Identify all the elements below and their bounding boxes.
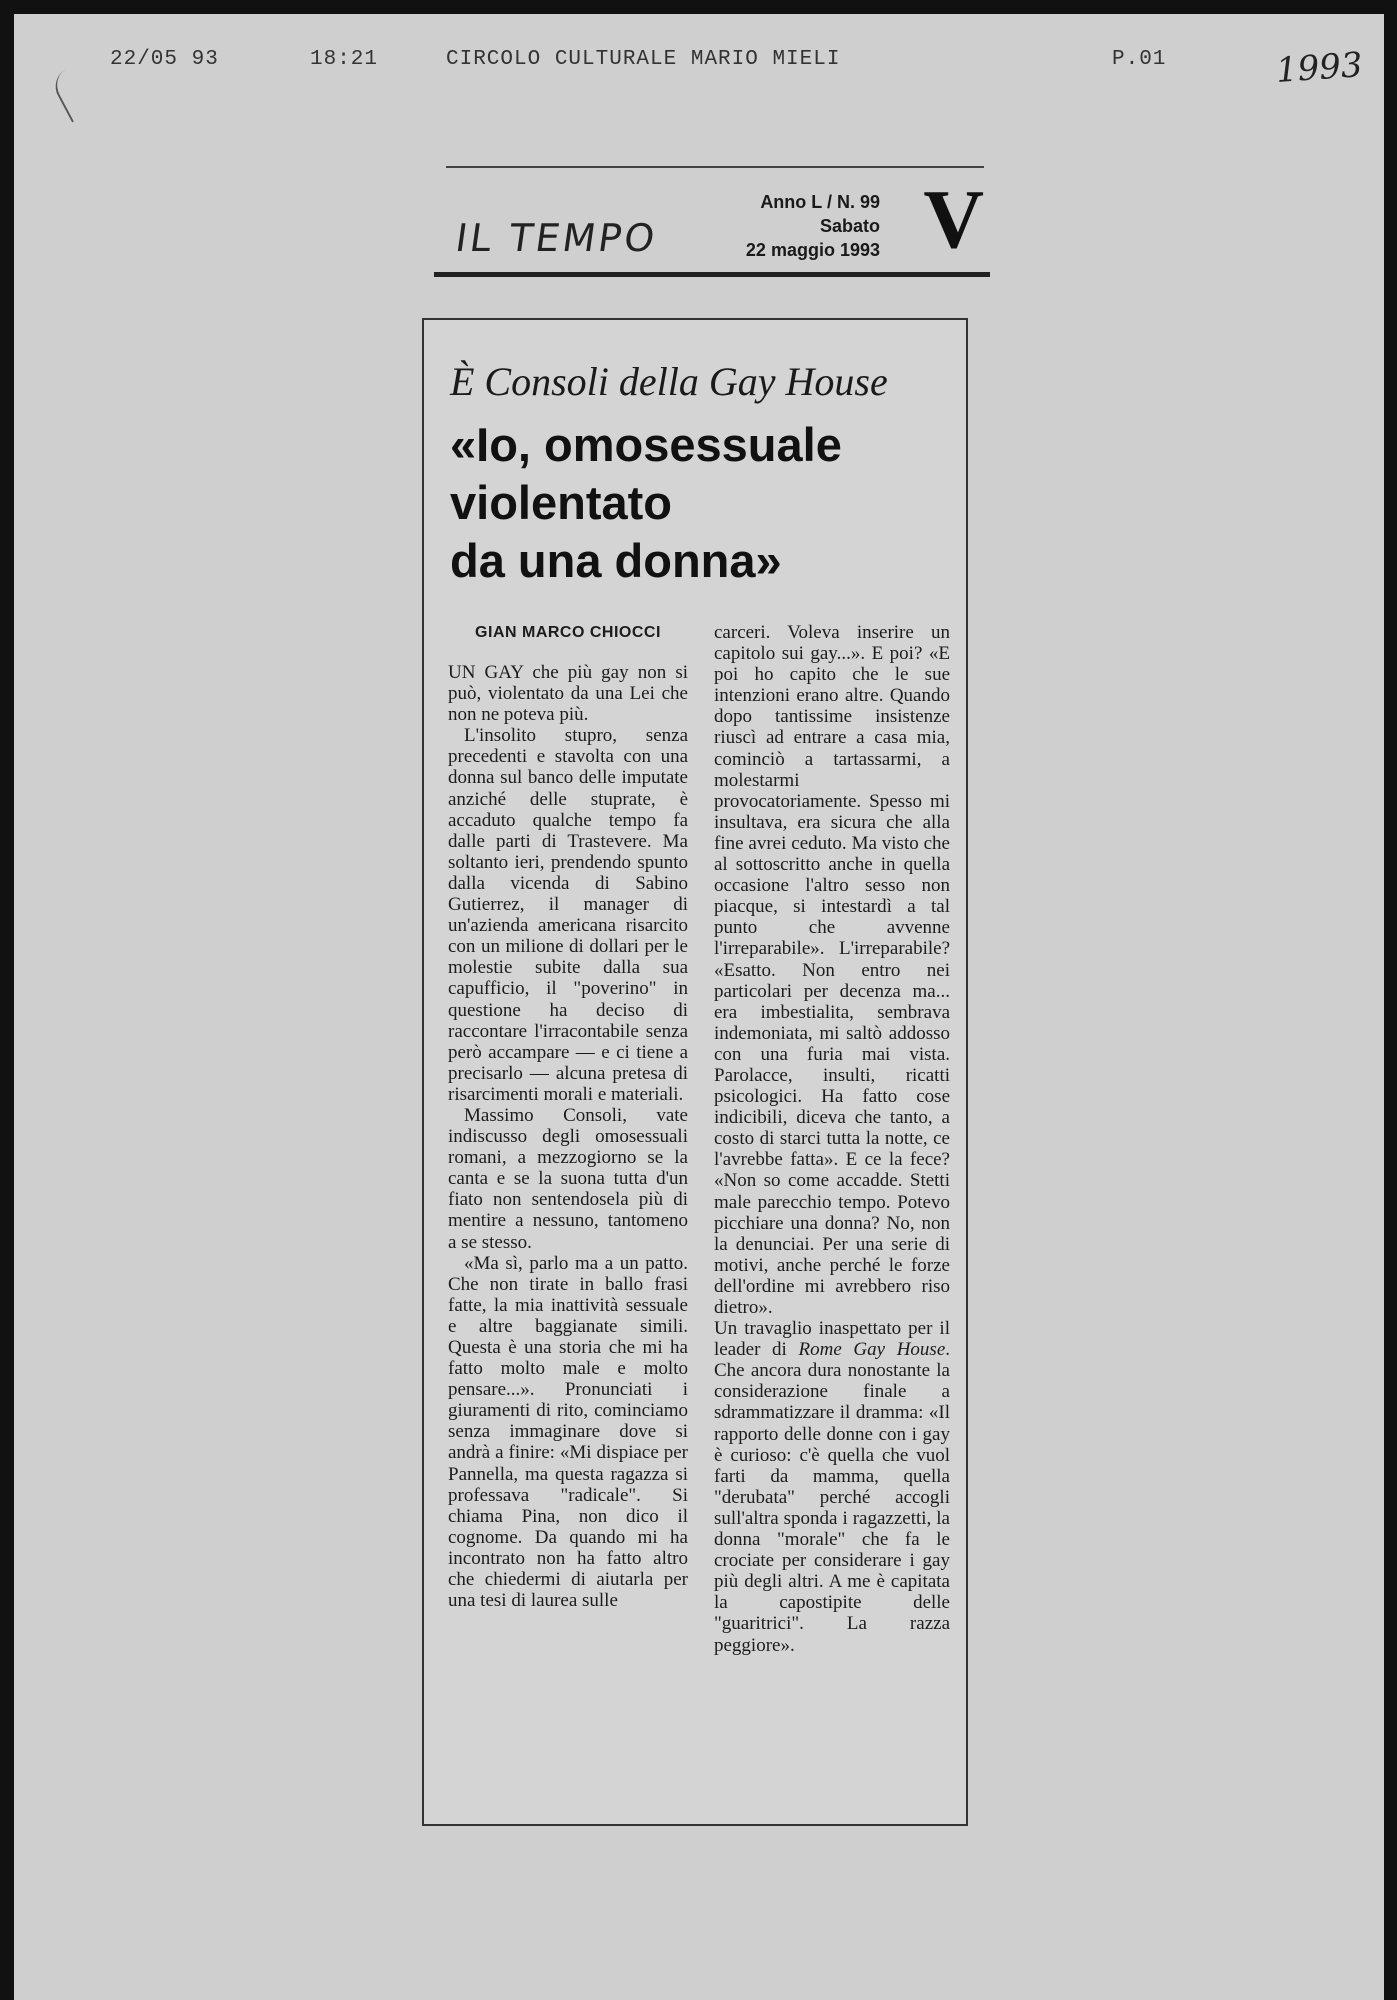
article-text: Un travaglio inaspettato per il leader di bbox=[714, 1318, 950, 1361]
article-column-right bbox=[714, 622, 950, 1656]
masthead-rule-top bbox=[446, 166, 984, 168]
newspaper-masthead bbox=[420, 154, 984, 284]
fax-header bbox=[14, 34, 1384, 71]
fax-sender: CIRCOLO CULTURALE MARIO MIELI bbox=[446, 48, 841, 71]
article-paragraph: «Ma sì, parlo ma a un patto. Che non tirate in ballo frasi fatte, la mia inattività sessuale e altre baggianate simili. Questa è una storia che mi ha fatto molto male e molto pensare...». Pronunciati i giuramenti di rito, cominciamo senza immaginare dove si andrà a finire: «Mi dispiace per Pannella, ma questa ragazza si professava "radicale". Si chiama Pina, non dico il cognome. Da quando mi ha incontrato non ha fatto altro che chiedermi di aiutarla per una tesi di laurea sulle bbox=[448, 1252, 688, 1612]
scanned-page bbox=[14, 14, 1384, 2000]
organization-name: Rome Gay House bbox=[798, 1339, 946, 1361]
section-letter: V bbox=[923, 173, 984, 266]
newspaper-name: IL TEMPO bbox=[452, 216, 661, 260]
fax-page-number: P.01 bbox=[1112, 48, 1167, 71]
issue-number: Anno L / N. 99 bbox=[760, 192, 880, 212]
article-paragraph bbox=[714, 1318, 950, 1656]
handwritten-year: 1993 bbox=[1274, 45, 1364, 91]
headline-line: violentato bbox=[450, 476, 672, 529]
article-clipping bbox=[422, 318, 968, 1826]
staple-mark-icon bbox=[49, 60, 108, 123]
issue-date: 22 maggio 1993 bbox=[745, 240, 880, 260]
issue-weekday: Sabato bbox=[819, 216, 880, 236]
article-paragraph: L'insolito stupro, senza precedenti e stavolta con una donna sul banco delle imputate anziché delle stuprate, è accaduto qualche tempo fa dalle parti di Trastevere. Ma soltanto ieri, prendendo spunto dalla vicenda di Sabino Gutierrez, il manager di un'azienda americana risarcito con un milione di dollari per le molestie subite dalla sua capufficio, il "poverino" in questione ha deciso di raccontare l'irracontabile senza però accampare — e ci tiene a precisarlo — alcuna pretesa di risarcimenti morali e materiali. bbox=[448, 725, 688, 1105]
masthead-rule-bottom bbox=[434, 272, 990, 277]
article-text: . Che ancora dura nonostante la considerazione finale a sdrammatizzare il dramma: «Il rapporto delle donne con i gay è curioso: c'è quella che vuol farti da mamma, quella "derubata" perché accogli sull'altra sponda i ragazzetti, la donna "morale" che fa le crociate per considerare i gay più degli altri. A me è capitata la capostipite delle "guaritrici". La razza peggiore». bbox=[714, 1339, 951, 1656]
fax-date: 22/05 93 bbox=[110, 48, 219, 71]
article-column-left bbox=[448, 622, 688, 1611]
article-kicker: È Consoli della Gay House bbox=[450, 359, 888, 404]
article-byline: GIAN MARCO CHIOCCI bbox=[475, 624, 661, 641]
fax-time: 18:21 bbox=[310, 48, 379, 71]
article-paragraph: carceri. Voleva inserire un capitolo sui gay...». E poi? «E poi ho capito che le sue intenzioni erano altre. Quando dopo tantissime insistenze riuscì ad entrare a casa mia, cominciò a tartassarmi, a molestarmi provocatoriamente. Spesso mi insultava, era sicura che alla fine avrei ceduto. Ma visto che al sottoscritto anche in quella occasione l'altro sesso non piacque, si intestardì a tal punto che avvenne l'irreparabile». L'irreparabile? «Esatto. Non entro nei particolari per decenza ma... era imbestialita, sembrava indemoniata, mi saltò addosso con una furia mai vista. Parolacce, insulti, ricatti psicologici. Ha fatto cose indicibili, diceva che tanto, a costo di starci tutta la notte, ce l'avrebbe fatta». E ce la fece? «Non so come accadde. Stetti male parecchio tempo. Potevo picchiare una donna? No, non la denunciai. Per una serie di motivi, anche perché le forze dell'ordine mi avrebbero riso dietro». bbox=[714, 622, 950, 1318]
headline-line: da una donna» bbox=[450, 534, 782, 587]
article-headline bbox=[450, 416, 950, 590]
article-paragraph: Massimo Consoli, vate indiscusso degli omosessuali romani, a mezzogiorno se la canta e se la suona tutta d'un fiato non sentendosela più di mentire a nessuno, tantomeno a se stesso. bbox=[448, 1104, 688, 1253]
headline-line: «Io, omosessuale bbox=[450, 418, 842, 471]
issue-info bbox=[746, 190, 880, 262]
article-paragraph: UN GAY che più gay non si può, violentato da una Lei che non ne poteva più. bbox=[448, 662, 688, 726]
